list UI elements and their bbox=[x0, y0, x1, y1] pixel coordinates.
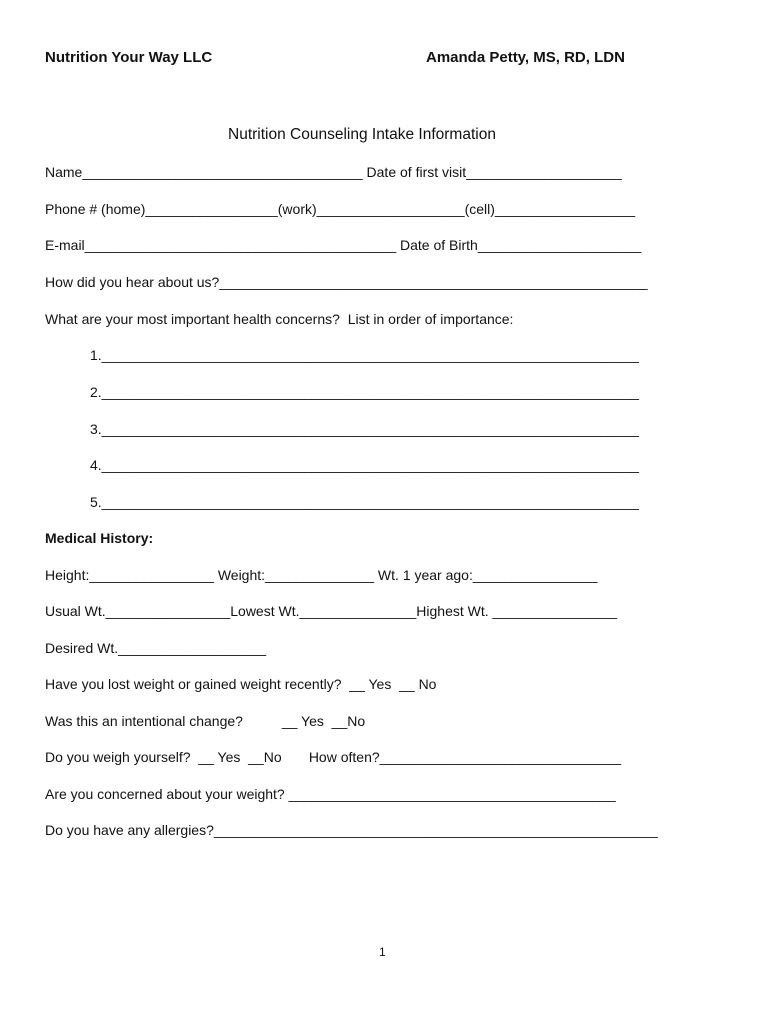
medical-history-heading: Medical History: bbox=[45, 530, 154, 546]
concerns-prompt: What are your most important health concerns? List in order of importance: bbox=[45, 311, 514, 327]
weigh-yourself-line[interactable]: Do you weigh yourself? __ Yes __No How often?_______________________________ bbox=[45, 749, 622, 765]
header-company: Nutrition Your Way LLC bbox=[45, 49, 213, 66]
name-line[interactable]: Name____________________________________ Date of first visit____________________ bbox=[45, 164, 622, 180]
phone-line[interactable]: Phone # (home)_________________(work)___________________(cell)__________________ bbox=[45, 201, 636, 217]
concern-item-5[interactable]: 5._____________________________________________________________________ bbox=[90, 494, 639, 510]
weight-concern-line[interactable]: Are you concerned about your weight? __________________________________________ bbox=[45, 786, 616, 802]
concern-item-4[interactable]: 4._____________________________________________________________________ bbox=[90, 457, 639, 473]
allergies-line[interactable]: Do you have any allergies?_________________________________________________________ bbox=[45, 822, 658, 838]
weight-change-line[interactable]: Have you lost weight or gained weight recently? __ Yes __ No bbox=[45, 676, 437, 692]
hear-about-line[interactable]: How did you hear about us?_______________________________________________________ bbox=[45, 274, 648, 290]
page-number: 1 bbox=[379, 945, 386, 959]
concern-item-3[interactable]: 3._____________________________________________________________________ bbox=[90, 421, 639, 437]
form-title: Nutrition Counseling Intake Information bbox=[228, 126, 496, 143]
header-consultant: Amanda Petty, MS, RD, LDN bbox=[426, 49, 625, 66]
concern-item-2[interactable]: 2._____________________________________________________________________ bbox=[90, 384, 639, 400]
height-weight-line[interactable]: Height:________________ Weight:______________ Wt. 1 year ago:________________ bbox=[45, 567, 598, 583]
concern-item-1[interactable]: 1._____________________________________________________________________ bbox=[90, 347, 639, 363]
intentional-change-line[interactable]: Was this an intentional change? __ Yes __No bbox=[45, 713, 366, 729]
usual-weight-line[interactable]: Usual Wt.________________Lowest Wt._______________Highest Wt. ________________ bbox=[45, 603, 618, 619]
email-line[interactable]: E-mail________________________________________ Date of Birth_____________________ bbox=[45, 237, 642, 253]
desired-weight-line[interactable]: Desired Wt.___________________ bbox=[45, 640, 267, 656]
